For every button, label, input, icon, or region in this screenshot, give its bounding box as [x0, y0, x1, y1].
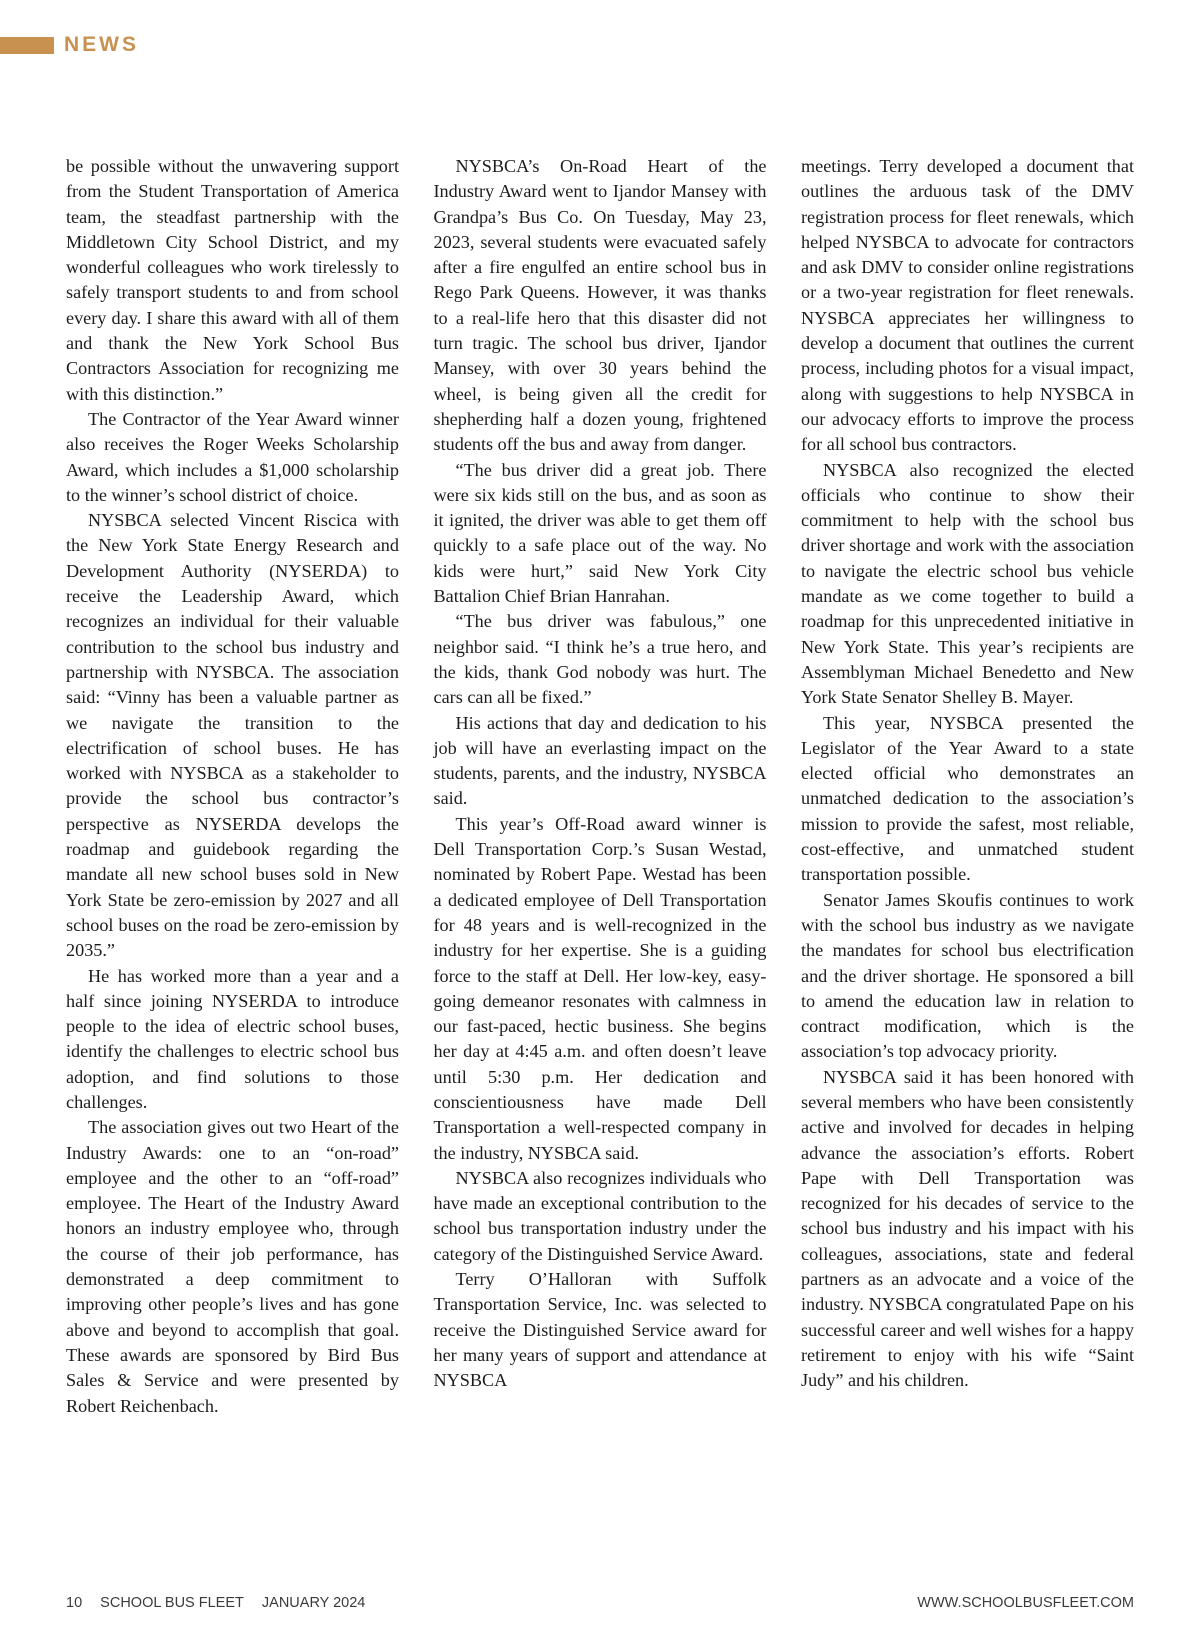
section-accent-bar [0, 37, 54, 54]
article-column-1 [66, 154, 399, 1419]
paragraph: The Contractor of the Year Award winner also receives the Roger Weeks Scholarship Award, which includes a $1,000 scholarship to the winner’s school district of choice. [66, 408, 399, 505]
footer-folio [66, 1595, 365, 1611]
paragraph: NYSBCA also recognizes individuals who have made an exceptional contribution to the school bus transportation industry under the category of the Distinguished Service Award. [433, 1167, 767, 1264]
website-url: WWW.SCHOOLBUSFLEET.COM [917, 1595, 1134, 1611]
paragraph: “The bus driver did a great job. There were six kids still on the bus, and as soon as it ignited, the driver was able to get them off quickly to a safe place out of the way. No kids were hurt,” said New York City Battalion Chief Brian Hanrahan. [433, 459, 767, 607]
paragraph: His actions that day and dedication to his job will have an everlasting impact on the students, parents, and the industry, NYSBCA said. [433, 712, 767, 809]
paragraph: He has worked more than a year and a half since joining NYSERDA to introduce people to the idea of electric school buses, identify the challenges to electric school bus adoption, and find solutions to those challenges. [66, 965, 399, 1112]
article-body [66, 154, 1134, 1419]
paragraph: This year, NYSBCA presented the Legislator of the Year Award to a state elected official who demonstrates an unmatched dedication to the association’s mission to provide the safest, most reliable, cost-effective, and unmatched student transportation possible. [801, 712, 1134, 885]
article-column-3 [801, 154, 1134, 1419]
paragraph: Senator James Skoufis continues to work with the school bus industry as we navigate the mandates for school bus electrification and the driver shortage. He sponsored a bill to amend the education law in relation to contract modification, which is the association’s top advocacy priority. [801, 889, 1134, 1062]
section-header [0, 34, 139, 56]
paragraph: NYSBCA’s On-Road Heart of the Industry Award went to Ijandor Mansey with Grandpa’s Bus Co. On Tuesday, May 23, 2023, several students were evacuated safely after a fire engulfed an entire school bus in Rego Park Queens. However, it was thanks to a real-life hero that this disaster did not turn tragic. The school bus driver, Ijandor Mansey, with over 30 years behind the wheel, is being given all the credit for shepherding half a dozen young, frightened students off the bus and away from danger. [433, 156, 767, 455]
paragraph: “The bus driver was fabulous,” one neighbor said. “I think he’s a true hero, and the kids, thank God nobody was hurt. The cars can all be fixed.” [433, 611, 767, 708]
article-column-2 [434, 154, 767, 1419]
paragraph: meetings. Terry developed a document that outlines the arduous task of the DMV registration process for fleet renewals, which helped NYSBCA to advocate for contractors and ask DMV to consider online registrations or a two-year registration for fleet renewals. NYSBCA appreciates her willingness to develop a document that outlines the current process, including photos for a visual impact, along with suggestions to help NYSBCA in our advocacy efforts to improve the process for all school bus contractors. [801, 156, 1134, 455]
paragraph: This year’s Off-Road award winner is Dell Transportation Corp.’s Susan Westad, nominated by Robert Pape. Westad has been a dedicated employee of Dell Transportation for 48 years and is well-recognized in the industry for her expertise. She is a guiding force to the staff at Dell. Her low-key, easy-going demeanor resonates with calmness in our fast-paced, hectic business. She begins her day at 4:45 a.m. and often doesn’t leave until 5:30 p.m. Her dedication and conscientiousness have made Dell Transportation a well-respected company in the industry, NYSBCA said. [433, 813, 767, 1163]
paragraph: NYSBCA also recognized the elected officials who continue to show their commitment to help with the school bus driver shortage and work with the association to navigate the electric school bus vehicle mandate as we come together to build a roadmap for this unprecedented initiative in New York State. This year’s recipients are Assemblyman Michael Benedetto and New York State Senator Shelley B. Mayer. [801, 459, 1134, 708]
paragraph: NYSBCA selected Vincent Riscica with the New York State Energy Research and Development Authority (NYSERDA) to receive the Leadership Award, which recognizes an individual for their valuable contribution to the school bus industry and partnership with NYSBCA. The association said: “Vinny has been a valuable partner as we navigate the transition to the electrification of school buses. He has worked with NYSBCA as a stakeholder to provide the school bus contractor’s perspective as NYSERDA develops the roadmap and guidebook regarding the mandate all new school buses sold in New York State be zero-emission by 2027 and all school buses on the road be zero-emission by 2035.” [66, 510, 399, 961]
paragraph: The association gives out two Heart of the Industry Awards: one to an “on-road” employee and the other to an “off-road” employee. The Heart of the Industry Award honors an industry employee who, through the course of their job performance, has demonstrated a deep commitment to improving other people’s lives and has gone above and beyond to accomplish that goal. These awards are sponsored by Bird Bus Sales & Service and were presented by Robert Reichenbach. [66, 1117, 399, 1416]
section-label: NEWS [64, 33, 139, 56]
page-number: 10 [66, 1595, 83, 1611]
paragraph: be possible without the unwavering support from the Student Transportation of America team, the steadfast partnership with the Middletown City School District, and my wonderful colleagues who work tirelessly to safely transport students to and from school every day. I share this award with all of them and thank the New York School Bus Contractors Association for recognizing me with this distinction.” [66, 156, 399, 404]
issue-date: JANUARY 2024 [261, 1595, 366, 1611]
publication-name: SCHOOL BUS FLEET [100, 1595, 244, 1611]
page-footer [66, 1595, 1134, 1611]
paragraph: Terry O’Halloran with Suffolk Transportation Service, Inc. was selected to receive the Distinguished Service award for her many years of support and attendance at NYSBCA [433, 1269, 767, 1391]
paragraph: NYSBCA said it has been honored with several members who have been consistently active and involved for decades in helping advance the association’s efforts. Robert Pape with Dell Transportation was recognized for his decades of service to the school bus industry and his impact with his colleagues, associations, state and federal partners as an advocate and a voice of the industry. NYSBCA congratulated Pape on his successful career and well wishes for a happy retirement to enjoy with his wife “Saint Judy” and his children. [801, 1066, 1134, 1391]
